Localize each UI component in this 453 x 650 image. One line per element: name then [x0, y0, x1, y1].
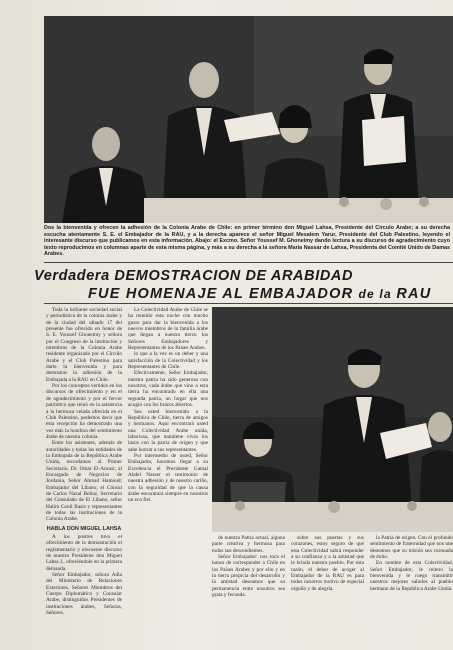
- headline-line-1-a: Verdadera: [34, 268, 115, 284]
- photo-caption: Dos la bienvenida y ofrecen la adhesión de la Colonia Arabe de Chile: en primer término don Miguel Lahsa, Presidente del Círculo Arabe; a su derecha escucha atentamente S. E. el Embajador de la RAU, y a la derecha aparece el señor Miguel Mesalem Yarur, Presidente del Club Palestino, leyendo el interesante discurso que publicamos en esta información. Abajo: el Excmo. Señor Youssef M. Ghoneimy dando lectura a su discurso de agradecimiento cuyo texto reproducimos en columnas aparte de esta misma página, y más a su derecha a la señora María Nassar de Lahsa, Presidenta del Comité Unido de Damas Arabes.: [44, 225, 450, 258]
- article-column-5: [370, 535, 453, 645]
- column-1-subheading: HABLA DON MIGUEL LAHSA: [46, 525, 122, 532]
- headline-line-2-b: de la: [358, 287, 397, 301]
- banquet-photo-top: [44, 16, 453, 223]
- headline-line-2-a: FUE HOMENAJE AL EMBAJADOR: [88, 286, 359, 302]
- headline-line-2-c: RAU: [396, 286, 432, 302]
- banquet-photo-top-image: [44, 16, 453, 223]
- column-1-paragraph: Toda la brillante sociedad social y periodística de la colonia árabe y de la ciudad del sábado 17 del presente fue ofrecido en honor de S. E. Youssef Ghoneimy y señora por el Congreso de la institución y miembros de la Colonia Arabe residente organizado por el Círculo Arabe y el Club Palestino para darle la bienvenida y para demostrar la adhesión de la Embajada a la RAU en Chile.: [46, 307, 122, 383]
- article-column-2: [128, 307, 208, 647]
- column-2-paragraph: La Colectividad Arabe de Chile se ha reunido esta noche con mucho gusto para dar la bienvenida a los nuevos miembros de la familia árabe que llegan a nuestra tierra: los Señores Embajadores y Representantes de los Países Arabes.: [128, 307, 208, 352]
- article-column-4: [291, 535, 364, 645]
- column-2-paragraph: Por intermedio de usted, Señor Embajador, hacemos llegar a su Excelencia el Presidente Gamal Abdel Nasser el testimonio de nuestra adhesión y de nuestro cariño, con la seguridad de que la causa árabe encontrará siempre en nosotros un eco fiel.: [128, 452, 208, 504]
- column-3-paragraph: Señor Embajador: nos toca el honor de corresponder a Chile en los Países Arabes y por ello y en la tierra propicia del desarrollo y la amistad deseamos que su permanencia entre nosotros sea grata y fecunda.: [212, 554, 285, 599]
- ambassador-speech-photo: [212, 307, 453, 532]
- column-1-paragraph: Por los conceptos vertidos en los discursos de ofrecimiento y en el de agradecimiento y por el fervor patriótico que reinó en la asistencia a la hermosa velada ofrecida en el Club Palestino, podemos decir que esta recepción ha demostrado una vez más la hondura del sentimiento árabe de nuestra colonia.: [46, 383, 122, 440]
- headline-line-1: [34, 268, 353, 284]
- column-3-paragraph: de nuestra Patria actual, alguna parte creativa y hermosa para todos sus descendientes.: [212, 535, 285, 554]
- article-column-3: [212, 535, 285, 645]
- column-2-paragraph: lo que a la vez es un deber y una satisfacción de la Colectividad y los Representantes de Chile.: [128, 351, 208, 371]
- headline-line-2: [88, 286, 431, 302]
- ambassador-speech-photo-image: [212, 307, 453, 532]
- headline-line-1-b: DEMOSTRACION DE ARABIDAD: [114, 268, 354, 284]
- column-5-paragraph: En nombre de esta Colectividad, Señor Embajador, le reitero la bienvenida y le ruego transmitir nuestros mejores saludos al pueblo hermano de la República Arabe Unida.: [370, 560, 453, 592]
- column-5-paragraph: la Patria de origen. Con el profundo sentimiento de fraternidad que nos une deseamos que su misión sea coronada de éxito.: [370, 535, 453, 561]
- column-1-paragraph: Entre los asistentes, además de autoridades y todas las entidades de la Embajada de la República Arabe Unida, recordamos al Primer Secretario, Dr. Omar El-Arousi; al Encargado de Negocios de Jordania, Señor Ahmad Hamoud; Embajador del Líbano; el Cónsul de Carlos Nazal Bellaz, Secretario del Consulado de El Líbano, señor Halim Conil Basis y representantes de todas las instituciones de la Colonia Arabe.: [46, 440, 122, 523]
- column-4-paragraph: sobre sus puertas y sus corazones, estoy seguro de que esta Colectividad sabrá responder a su confianza y a la amistad que le brinda nuestro pueblo. Por esta razón, el deber de acoger al Embajador de la RAU es para todos nosotros motivo de especial orgullo y de alegría.: [291, 535, 364, 592]
- article-column-1: [46, 307, 122, 647]
- headline-rule-bottom: [44, 303, 453, 304]
- column-1-paragraph: A los postres tuvo el ofrecimiento de la demostración el reglamentario y elocuente discurso de nuestro Presidente don Miguel Lahsa J., ofreciéndole en la primera demanda.: [46, 534, 122, 572]
- column-2-paragraph: Sea usted bienvenido a la República de Chile, tierra de amigos y hermanos. Aquí encontrará usted una Colectividad Arabe unida, laboriosa, que mantiene vivos los lazos con la patria de origen y que sabe honrar a sus representantes.: [128, 408, 208, 453]
- column-1-paragraph: Señor Embajador, señora Adla del Ministerio de Relaciones Exteriores, Señores Miembros del Cuerpo Diplomático y Consular Arabe, distinguidos Presidentes de instituciones árabes, Señoras, Señores.: [46, 572, 122, 617]
- column-2-paragraph: Efectivamente, Señor Embajador, nuestra patria ha sido generosa con nosotros, cada árabe que vino a esta tierra ha encontrado en ella una segunda patria, un hogar que nos acogió con los brazos abiertos.: [128, 370, 208, 409]
- headline-rule-top: [44, 262, 453, 263]
